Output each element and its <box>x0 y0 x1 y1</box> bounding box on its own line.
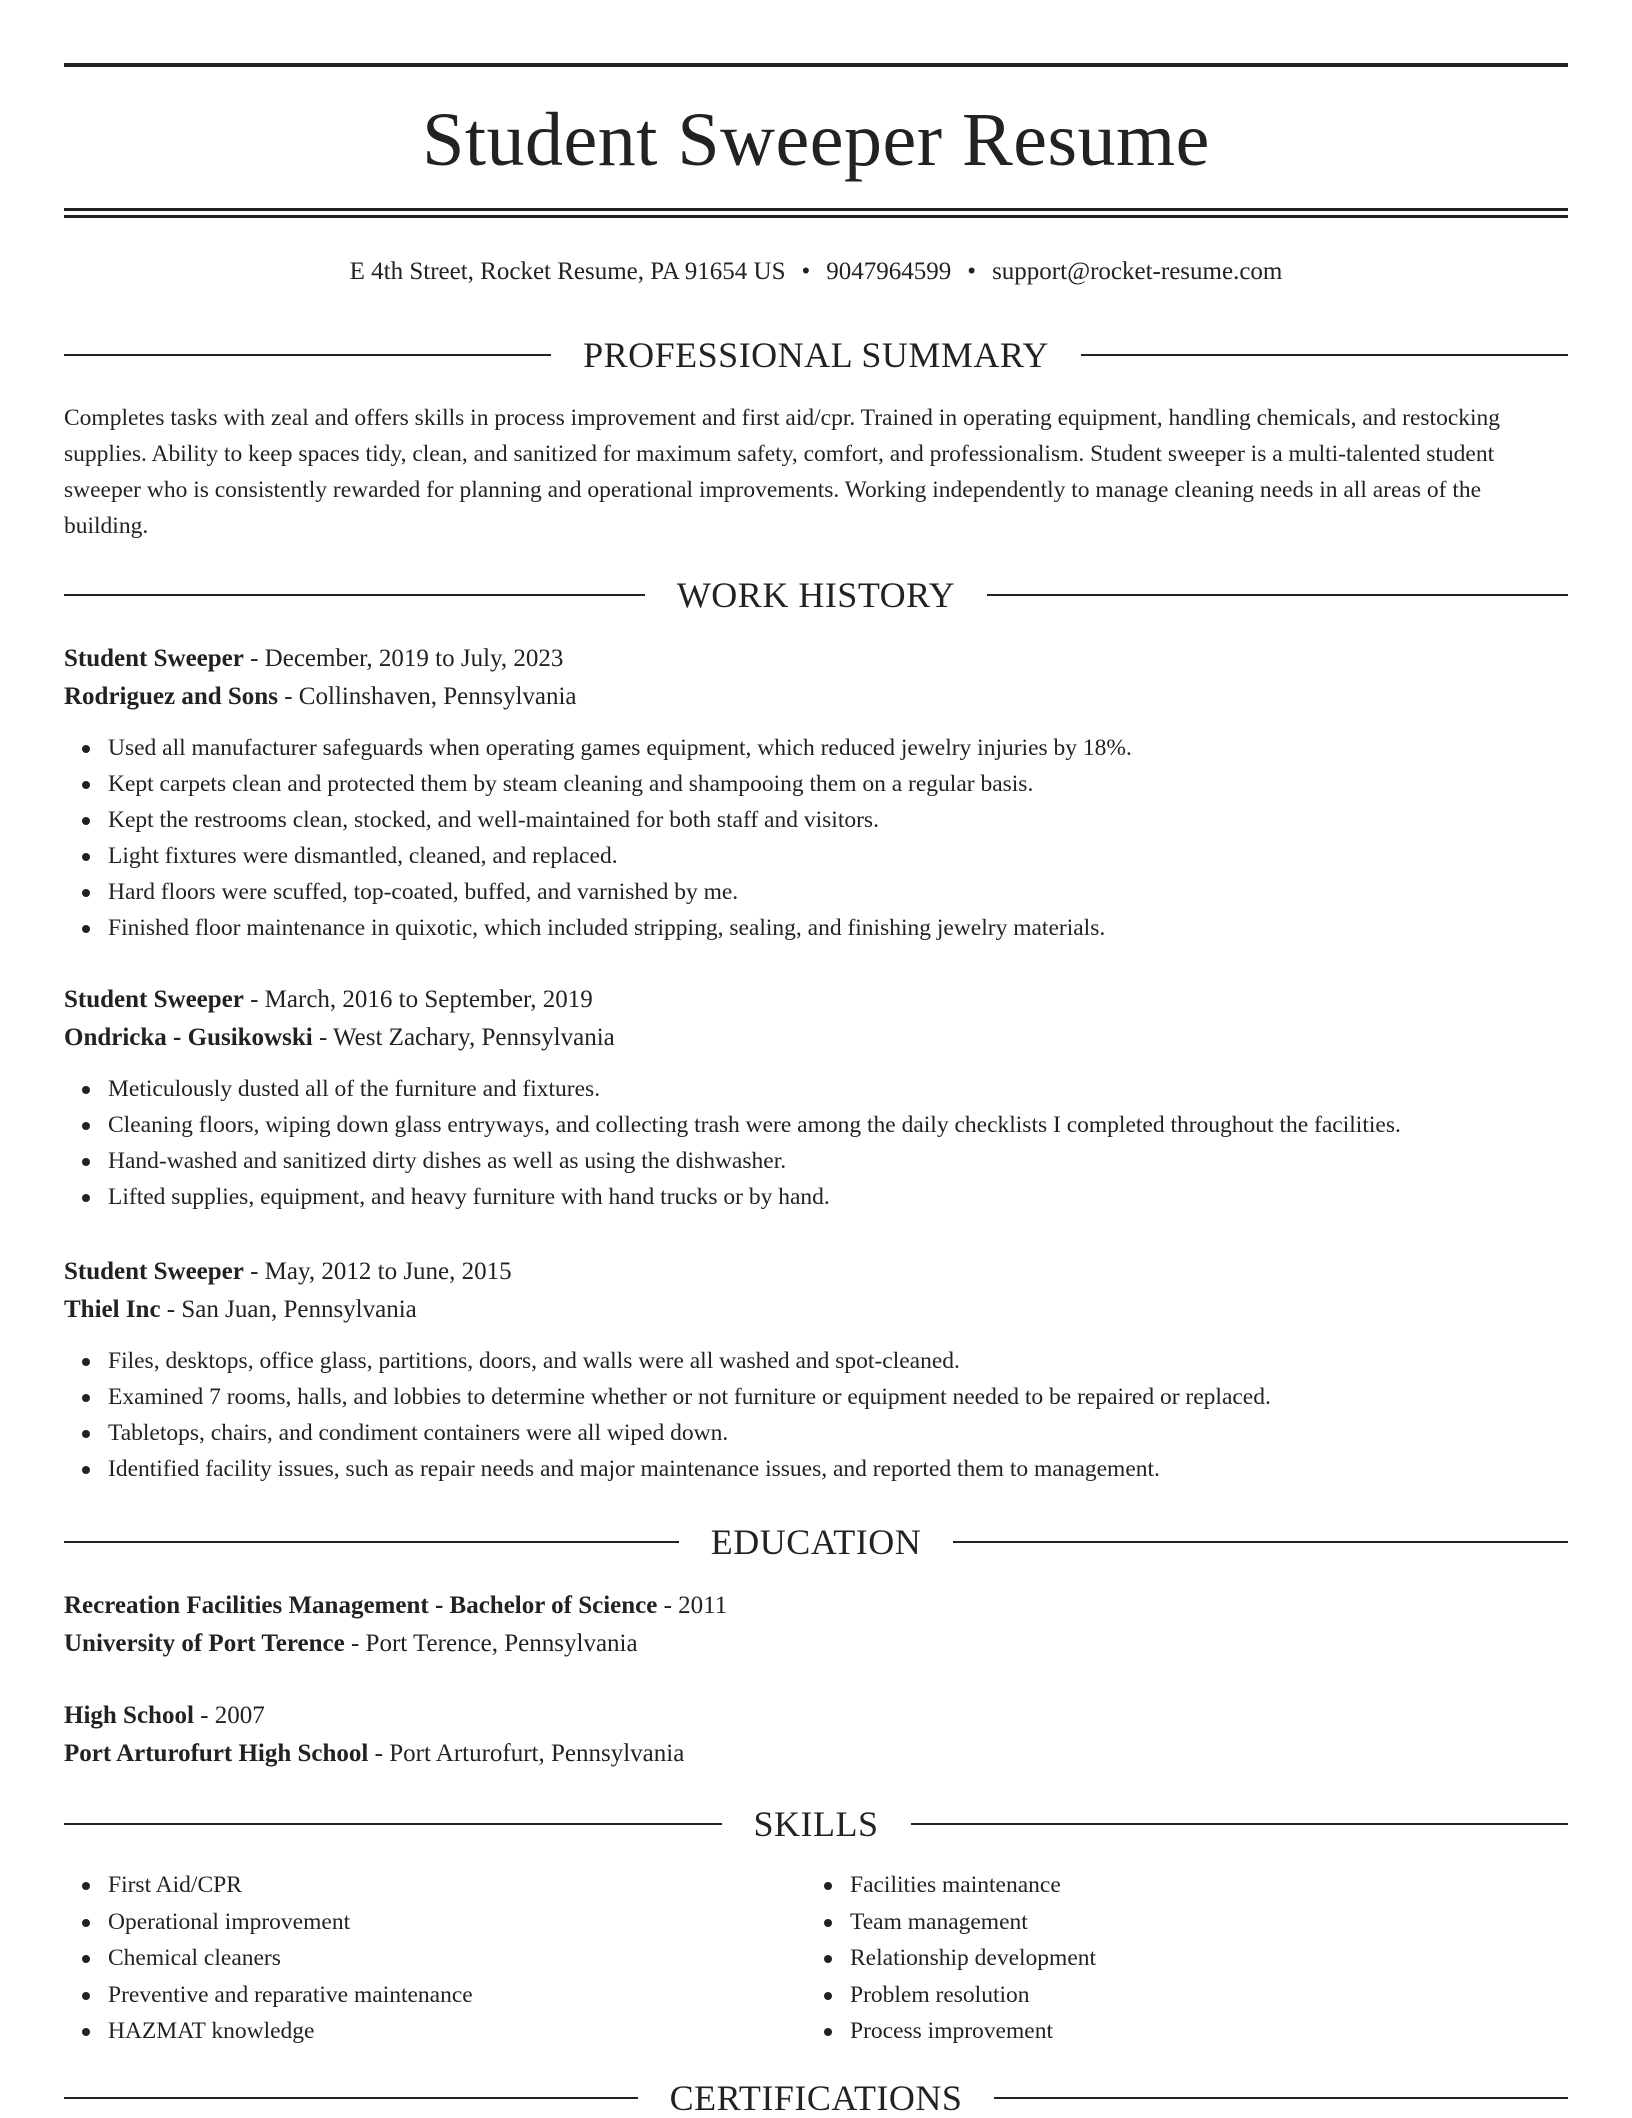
job-bullet: Meticulously dusted all of the furniture and fixtures. <box>108 1071 1568 1107</box>
top-rule <box>64 63 1568 67</box>
school: University of Port Terence <box>64 1630 345 1657</box>
section-title: CERTIFICATIONS <box>669 2078 963 2118</box>
degree: Recreation Facilities Management - Bachelor of Science <box>64 1592 658 1619</box>
section-title: WORK HISTORY <box>676 575 956 615</box>
job-bullet: Used all manufacturer safeguards when operating games equipment, which reduced jewelry injuries by 18%. <box>108 730 1568 766</box>
degree: High School <box>64 1702 194 1729</box>
job-bullets <box>64 1071 1568 1215</box>
skills-column-left <box>64 1867 806 2050</box>
resume-title: Student Sweeper Resume <box>422 98 1210 182</box>
education-entry <box>64 1697 1568 1773</box>
section-heading-certifications <box>64 2078 1568 2118</box>
contact-separator: • <box>801 258 811 285</box>
job-bullets <box>64 1343 1568 1487</box>
job-company: Ondricka - Gusikowski <box>64 1024 313 1051</box>
heading-rule <box>64 2097 638 2099</box>
skills-column-right <box>806 1867 1548 2050</box>
skills-list <box>64 1867 1568 2050</box>
job-bullet: Tabletops, chairs, and condiment containers were all wiped down. <box>108 1415 1568 1451</box>
job-dates: - May, 2012 to June, 2015 <box>243 1258 512 1285</box>
skill-item: Process improvement <box>850 2013 1548 2050</box>
job-company: Rodriguez and Sons <box>64 683 278 710</box>
skill-item: Team management <box>850 1904 1548 1941</box>
job-location: - San Juan, Pennsylvania <box>160 1296 417 1323</box>
job-bullet: Hard floors were scuffed, top-coated, buffed, and varnished by me. <box>108 874 1568 910</box>
section-title: EDUCATION <box>710 1522 922 1562</box>
skill-item: First Aid/CPR <box>108 1867 806 1904</box>
heading-rule <box>64 1541 679 1543</box>
job-title: Student Sweeper <box>64 1258 244 1285</box>
job-bullet: Finished floor maintenance in quixotic, which included stripping, sealing, and finishing jewelry materials. <box>108 910 1568 946</box>
degree-year: - 2007 <box>193 1702 265 1729</box>
skill-item: Chemical cleaners <box>108 1940 806 1977</box>
job-entry <box>64 981 1568 1215</box>
job-bullet: Light fixtures were dismantled, cleaned, and replaced. <box>108 838 1568 874</box>
section-heading-education <box>64 1522 1568 1562</box>
heading-rule <box>987 594 1568 596</box>
job-entry <box>64 640 1568 946</box>
section-title: SKILLS <box>753 1804 879 1844</box>
skill-item: HAZMAT knowledge <box>108 2013 806 2050</box>
heading-rule <box>64 354 551 356</box>
job-bullet: Files, desktops, office glass, partitions, doors, and walls were all washed and spot-cleaned. <box>108 1343 1568 1379</box>
school-line <box>64 1735 1568 1773</box>
job-entry <box>64 1253 1568 1487</box>
job-title-line <box>64 1253 1568 1291</box>
contact-address: E 4th Street, Rocket Resume, PA 91654 US <box>349 258 786 285</box>
title-rule-upper <box>64 208 1568 211</box>
contact-line <box>64 255 1568 289</box>
school-location: - Port Terence, Pennsylvania <box>344 1630 638 1657</box>
school-line <box>64 1625 1568 1663</box>
job-title: Student Sweeper <box>64 986 244 1013</box>
job-title: Student Sweeper <box>64 645 244 672</box>
skill-item: Problem resolution <box>850 1977 1548 2014</box>
section-heading-skills <box>64 1804 1568 1844</box>
degree-line <box>64 1587 1568 1625</box>
job-dates: - March, 2016 to September, 2019 <box>243 986 593 1013</box>
job-company-line <box>64 1291 1568 1329</box>
heading-rule <box>953 1541 1568 1543</box>
skill-item: Relationship development <box>850 1940 1548 1977</box>
contact-phone: 9047964599 <box>826 258 952 285</box>
job-bullet: Identified facility issues, such as repair needs and major maintenance issues, and reported them to management. <box>108 1451 1568 1487</box>
contact-email[interactable]: support@rocket-resume.com <box>992 258 1283 285</box>
job-location: - Collinshaven, Pennsylvania <box>277 683 577 710</box>
skill-item: Facilities maintenance <box>850 1867 1548 1904</box>
summary-text: Completes tasks with zeal and offers skills in process improvement and first aid/cpr. Trained in operating equipment, handling chemicals, and restocking supplies. Ability to keep spaces tidy, clean, and sanitized for maximum safety, comfort, and professionalism. Student sweeper is a multi-talented student sweeper who is consistently rewarded for planning and operational improvements. Working independently to manage cleaning needs in all areas of the building. <box>64 405 1501 539</box>
job-company-line <box>64 1019 1568 1057</box>
heading-rule <box>994 2097 1568 2099</box>
job-bullet: Kept the restrooms clean, stocked, and well-maintained for both staff and visitors. <box>108 802 1568 838</box>
job-bullet: Lifted supplies, equipment, and heavy furniture with hand trucks or by hand. <box>108 1179 1568 1215</box>
job-bullets <box>64 730 1568 946</box>
skill-item: Operational improvement <box>108 1904 806 1941</box>
job-bullet: Kept carpets clean and protected them by steam cleaning and shampooing them on a regular basis. <box>108 766 1568 802</box>
job-company-line <box>64 678 1568 716</box>
section-heading-work <box>64 575 1568 615</box>
title-rule-lower <box>64 215 1568 218</box>
job-bullet: Examined 7 rooms, halls, and lobbies to determine whether or not furniture or equipment needed to be repaired or replaced. <box>108 1379 1568 1415</box>
job-title-line <box>64 981 1568 1019</box>
degree-year: - 2011 <box>657 1592 728 1619</box>
heading-rule <box>1081 354 1568 356</box>
heading-rule <box>64 594 645 596</box>
job-bullet: Hand-washed and sanitized dirty dishes as well as using the dishwasher. <box>108 1143 1568 1179</box>
job-company: Thiel Inc <box>64 1296 161 1323</box>
heading-rule <box>911 1823 1569 1825</box>
school: Port Arturofurt High School <box>64 1740 369 1767</box>
skill-item: Preventive and reparative maintenance <box>108 1977 806 2014</box>
degree-line <box>64 1697 1568 1735</box>
contact-separator: • <box>967 258 977 285</box>
job-bullet: Cleaning floors, wiping down glass entryways, and collecting trash were among the daily checklists I completed throughout the facilities. <box>108 1107 1568 1143</box>
heading-rule <box>64 1823 722 1825</box>
job-location: - West Zachary, Pennsylvania <box>312 1024 615 1051</box>
school-location: - Port Arturofurt, Pennsylvania <box>368 1740 685 1767</box>
section-title: PROFESSIONAL SUMMARY <box>583 335 1049 375</box>
section-heading-summary <box>64 335 1568 375</box>
education-entry <box>64 1587 1568 1663</box>
job-dates: - December, 2019 to July, 2023 <box>243 645 564 672</box>
job-title-line <box>64 640 1568 678</box>
